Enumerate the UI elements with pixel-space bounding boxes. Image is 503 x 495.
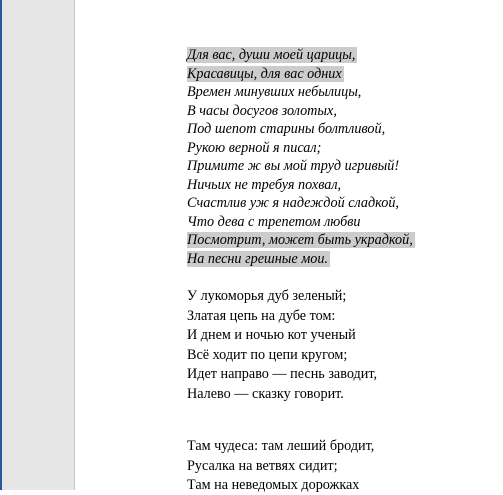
stanza-line[interactable]: Там чудеса: там леший бродит,: [187, 438, 375, 454]
stanza-line[interactable]: Налево — сказку говорит.: [187, 385, 344, 402]
dedication-line[interactable]: В часы досугов золотых,: [187, 102, 337, 119]
stanza-line[interactable]: Златая цепь на дубе том:: [187, 307, 336, 324]
dedication-line[interactable]: Ничьих не требуя похвал,: [187, 176, 342, 193]
stanza-line[interactable]: И днем и ночью кот ученый: [187, 327, 356, 343]
dedication-line[interactable]: Рукою верной я писал;: [187, 139, 322, 156]
stanza-line[interactable]: Там на неведомых дорожках: [187, 477, 360, 493]
navigation-pane: [0, 0, 75, 490]
dedication-line[interactable]: На песни грешные мои.: [187, 250, 328, 267]
dedication-line[interactable]: Что дева с трепетом любви: [187, 213, 361, 230]
dedication-line[interactable]: Времен минувших небылицы,: [187, 84, 362, 100]
dedication-line[interactable]: Посмотрит, может быть украдкой,: [187, 232, 413, 248]
dedication-line[interactable]: Счастлив уж я надеждой сладкой,: [187, 195, 399, 211]
stanza-line[interactable]: У лукоморья дуб зеленый;: [187, 288, 347, 304]
dedication-line[interactable]: Для вас, души моей царицы,: [187, 47, 356, 63]
dedication-line[interactable]: Под шепот старины болтливой,: [187, 121, 386, 137]
stanza-line[interactable]: Всё ходит по цепи кругом;: [187, 346, 348, 363]
document-page[interactable]: [75, 0, 503, 493]
dedication-line[interactable]: Красавицы, для вас одних: [187, 65, 342, 82]
stanza-line[interactable]: Идет направо — песнь заводит,: [187, 366, 377, 382]
window-edge: [0, 0, 2, 490]
stanza-line[interactable]: Русалка на ветвях сидит;: [187, 457, 338, 474]
dedication-line[interactable]: Примите ж вы мой труд игривый!: [187, 158, 400, 174]
